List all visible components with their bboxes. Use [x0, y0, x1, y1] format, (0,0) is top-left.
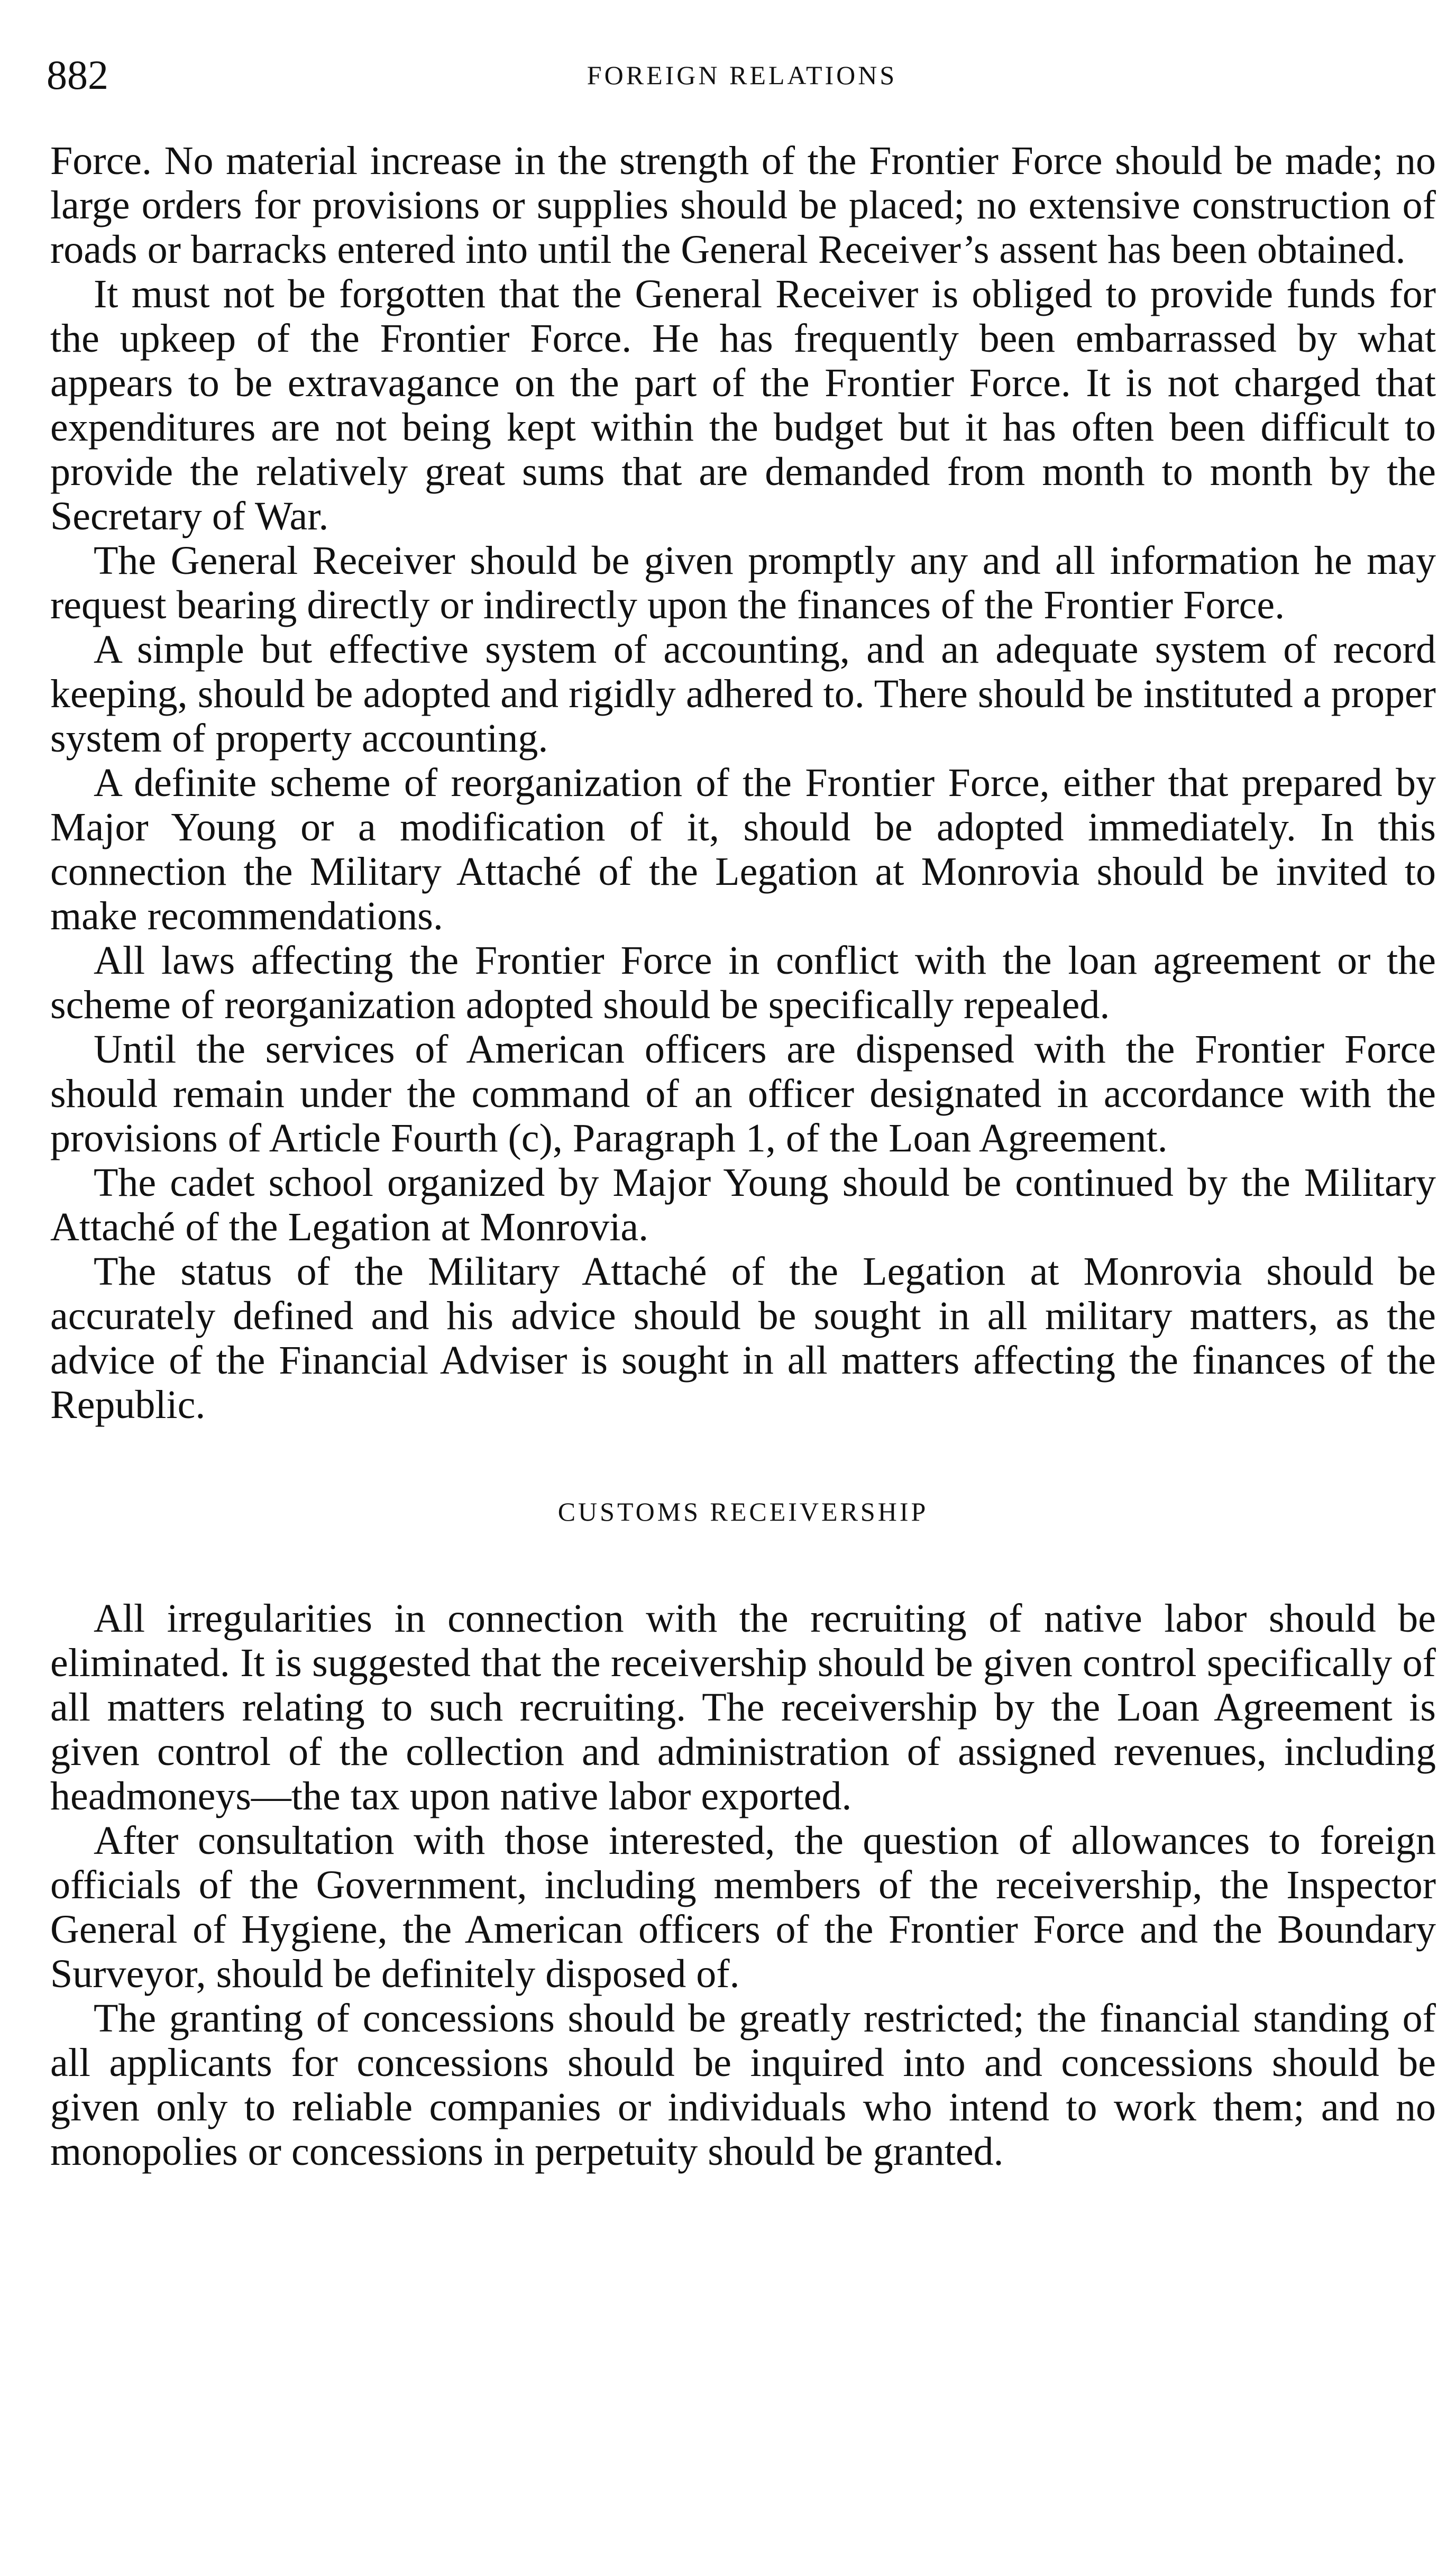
paragraph: Until the services of American officers are dispensed with the Frontier Force should remain under the command of an officer designated in accordance with the provisions of Article Fourth (c), Paragraph 1, of the Loan Agreement.: [50, 1027, 1436, 1160]
body-text: [50, 139, 1436, 2174]
page-header: [47, 49, 1437, 102]
paragraph: All laws affecting the Frontier Force in conflict with the loan agreement or the scheme of reorganization adopted should be specifically repealed.: [50, 938, 1436, 1027]
page-number: 882: [47, 52, 108, 98]
paragraph: The granting of concessions should be greatly restricted; the financial standing of all applicants for concessions should be inquired into and concessions should be given only to reliable companies or individuals who intend to work them; and no monopolies or concessions in perpetuity should be granted.: [50, 1996, 1436, 2174]
section-heading: CUSTOMS RECEIVERSHIP: [557, 1497, 929, 1526]
paragraph: Force. No material increase in the strength of the Frontier Force should be made; no large orders for provisions or supplies should be placed; no extensive construction of roads or barracks entered into until the General Receiver’s assent has been obtained.: [50, 139, 1436, 272]
paragraph: The cadet school organized by Major Young should be continued by the Military Attaché of the Legation at Monrovia.: [50, 1160, 1436, 1249]
paragraph: It must not be forgotten that the General Receiver is obliged to provide funds for the upkeep of the Frontier Force. He has frequently been embarrassed by what appears to be extravagance on the part of the Frontier Force. It is not charged that expenditures are not being kept within the budget but it has often been difficult to provide the relatively great sums that are demanded from month to month by the Secretary of War.: [50, 272, 1436, 538]
paragraph: After consultation with those interested, the question of allowances to foreign officials of the Government, including members of the receivership, the Inspector General of Hygiene, the American officers of the Frontier Force and the Boundary Surveyor, should be definitely disposed of.: [50, 1818, 1436, 1996]
paragraph: All irregularities in connection with the recruiting of native labor should be eliminated. It is suggested that the receivership should be given control specifically of all matters relating to such recruiting. The receivership by the Loan Agreement is given control of the collection and administration of assigned revenues, including headmoneys—the tax upon native labor exported.: [50, 1596, 1436, 1818]
paragraph: A simple but effective system of accounting, and an adequate system of record keeping, should be adopted and rigidly adhered to. There should be instituted a proper system of property accounting.: [50, 627, 1436, 761]
paragraph: The status of the Military Attaché of the Legation at Monrovia should be accurately defined and his advice should be sought in all military matters, as the advice of the Financial Adviser is sought in all matters affecting the finances of the Republic.: [50, 1249, 1436, 1427]
running-head: FOREIGN RELATIONS: [587, 60, 898, 90]
paragraph: The General Receiver should be given promptly any and all information he may request bearing directly or indirectly upon the finances of the Frontier Force.: [50, 538, 1436, 627]
paragraph: A definite scheme of reorganization of the Frontier Force, either that prepared by Major Young or a modification of it, should be adopted immediately. In this connection the Military Attaché of the Legation at Monrovia should be invited to make recommendations.: [50, 761, 1436, 938]
